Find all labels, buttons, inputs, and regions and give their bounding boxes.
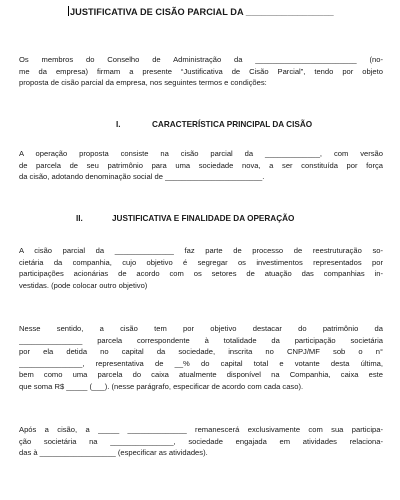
section1-title: CARACTERÍSTICA PRINCIPAL DA CISÃO <box>152 120 313 129</box>
document-title <box>68 6 368 17</box>
section2-number: II. <box>76 214 83 223</box>
section1-paragraph <box>19 148 383 183</box>
intro-paragraph <box>19 54 383 89</box>
section2-line: _______________, representativa de __% do capital total e votante desta última, <box>19 358 383 368</box>
intro-line: Os membros do Conselho de Administração da ________________________ (no- <box>19 55 383 64</box>
section2-paragraph-2 <box>19 323 383 393</box>
section1-number: I. <box>116 120 121 129</box>
section2-line: vestidas. (pode colocar outro objetivo) <box>19 280 148 290</box>
section2-line: cietária da companhia, cujo objetivo é segregar os investimentos representados por <box>19 257 383 267</box>
section1-line: de parcela de seu patrimônio para uma sociedade nova, a ser constituída por força <box>19 160 383 170</box>
intro-line: me da empresa) firmam a presente “Justificativa de Cisão Parcial”, tendo por objeto <box>19 66 383 76</box>
section2-title: JUSTIFICATIVA E FINALIDADE DA OPERAÇÃO <box>112 214 295 223</box>
section2-line: por ela detida no capital da sociedade, inscrita no CNPJ/MF sob o n° <box>19 347 383 357</box>
section2-line: ção societária na _______________, sociedade engajada em atividades relaciona- <box>19 436 383 446</box>
section2-line: bem como uma parcela do caixa atualmente disponível na Companhia, caixa este <box>19 370 383 380</box>
text-cursor <box>68 6 69 16</box>
section2-line: Nesse sentido, a cisão tem por objetivo destacar do patrimônio da <box>19 324 383 333</box>
intro-line: proposta de cisão parcial da empresa, nos seguintes termos e condições: <box>19 78 267 88</box>
section1-heading <box>116 120 312 129</box>
section2-line: Após a cisão, a _____ ______________ remanescerá exclusivamente com sua participa- <box>19 425 383 434</box>
section2-line: das à __________________ (especificar as atividades). <box>19 448 208 458</box>
section2-line: _______________ parcela correspondente à totalidade da participação societária <box>19 335 383 345</box>
section2-line: que soma R$ _____ (___). (nesse parágrafo, especificar de acordo com cada caso). <box>19 381 304 391</box>
document-title-text: JUSTIFICATIVA DE CISÃO PARCIAL DA _________________ <box>70 7 334 17</box>
section1-line: da cisão, adotando denominação social de _______________________. <box>19 172 265 182</box>
section2-paragraph-1 <box>19 245 383 291</box>
section2-heading <box>76 214 294 223</box>
section2-line: A cisão parcial da ______________ faz parte de processo de reestruturação so- <box>19 246 383 255</box>
section1-line: A operação proposta consiste na cisão parcial da _____________, com versão <box>19 149 383 158</box>
section2-line: participações acionárias de acordo com os setores de atuação das companhias in- <box>19 269 383 279</box>
section2-paragraph-3 <box>19 424 383 459</box>
